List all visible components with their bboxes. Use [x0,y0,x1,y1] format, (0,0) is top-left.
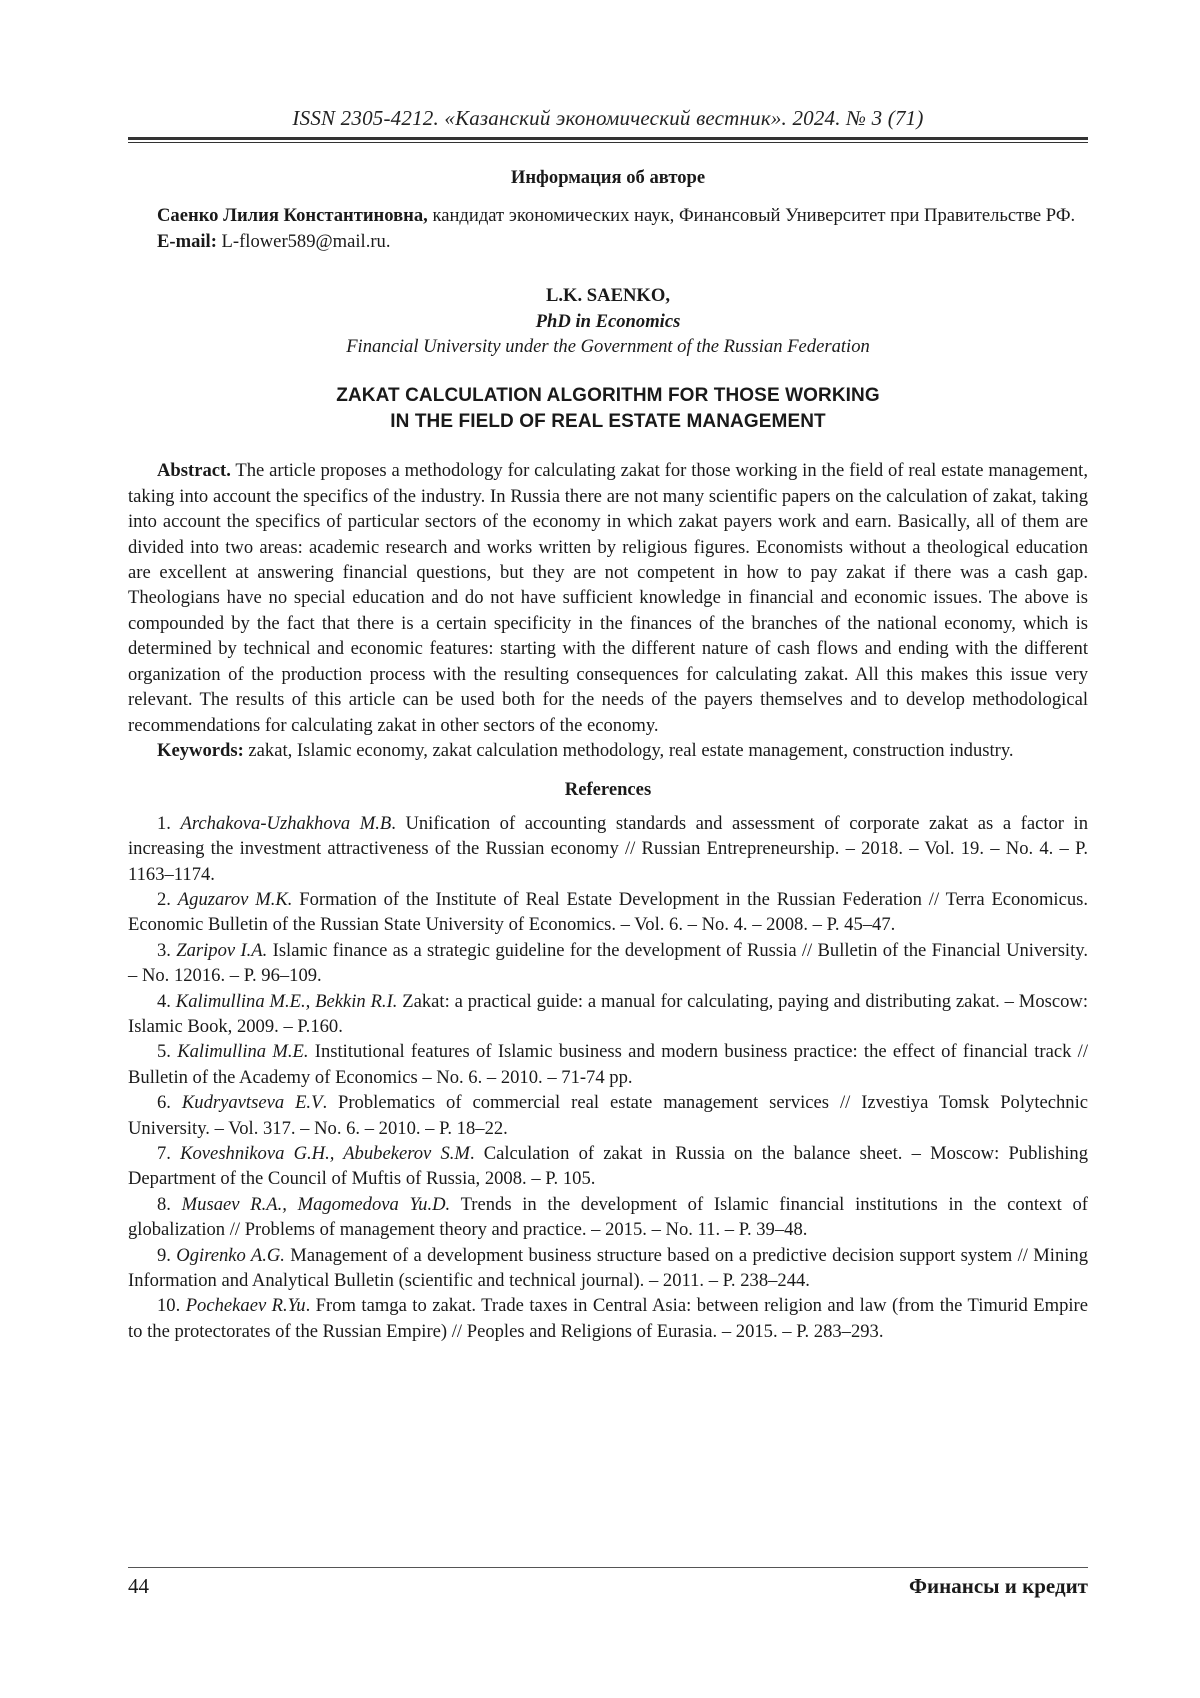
footer-rule [128,1567,1088,1568]
author-name-en: L.K. SAENKO, [546,285,670,307]
reference-text: . From tamga to zakat. Trade taxes in Central Asia: between religion and law (from the Timurid Empire to the protectorates of the Russian Empire) // Peoples and Religions of Eurasia. – 2015. – P. 283–293. [128,1295,1088,1342]
journal-section-name: Финансы и кредит [908,1574,1088,1598]
reference-text: Formation of the Institute of Real Estate Development in the Russian Federation // Terra Economicus. Economic Bulletin of the Russian State University of Economics. – Vol. 6. – No. 4. – 2008. – P. 45–47. [128,888,1089,936]
author-details-ru: кандидат экономических наук, Финансовый Университет при Правительстве РФ. [427,205,1076,227]
reference-authors: Musaev R.A., Magomedova Yu.D. [181,1193,451,1215]
reference-item [128,811,1088,887]
reference-item [128,1243,1088,1294]
reference-authors: Ogirenko A.G. [176,1244,285,1266]
reference-text: Trends in the development of Islamic financial institutions in the context of globalization // Problems of management theory and practice. – 2015. – No. 11. – P. 39–48. [128,1193,1089,1241]
author-degree-en: PhD in Economics [535,310,681,332]
reference-item [128,887,1088,938]
reference-number: 8. [157,1193,182,1215]
author-affiliation-en: Financial University under the Government of the Russian Federation [346,336,870,358]
header-rule-thin [128,142,1088,143]
reference-authors: Aguzarov M.K. [177,888,293,910]
reference-number: 1. [157,812,181,834]
author-info-heading: Информация об авторе [510,167,706,188]
reference-authors: Koveshnikova G.H., Abubekerov S.M [180,1143,470,1164]
reference-authors: Archakova-Uzhakhova M.B [180,812,392,834]
reference-number: 4. [157,990,176,1012]
abstract-label: Abstract. [157,460,231,482]
reference-item [128,1192,1088,1243]
article-title [128,383,1088,435]
references-heading: References [564,779,652,801]
reference-text: . Unification of accounting standards and assessment of corporate zakat as a factor in increasing the investment attractiveness of the Russian economy // Russian Entrepreneurship. – 2018. – Vol. 19. – No. 4. – P. 1163–1174. [128,812,1088,885]
author-info-section [128,165,1088,254]
reference-number: 5. [157,1041,178,1063]
reference-item [128,1293,1088,1344]
reference-number: 6. [157,1092,182,1114]
reference-number: 3. [157,939,177,961]
author-name-ru: Саенко Лилия Константиновна, [157,205,428,227]
reference-item [128,938,1088,989]
author-en-block [128,283,1088,359]
page-number: 44 [128,1574,149,1598]
reference-text: Zakat: a practical guide: a manual for calculating, paying and distributing zakat. – Moscow: Islamic Book, 2009. – P.160. [128,990,1088,1037]
abstract-text: The article proposes a methodology for calculating zakat for those working in the field of real estate management, taking into account the specifics of the industry. In Russia there are not many scientific papers on the calculation of zakat, taking into account the specifics of particular sectors of the economy in which zakat payers work and earn. Basically, all of them are divided into two areas: academic research and works written by religious figures. Economists without a theological education are excellent at answering financial questions, but they are not competent in how to pay zakat if there was a cash gap. Theologians have no special education and do not have sufficient knowledge in financial and economic issues. The above is compounded by the fact that there is a certain specificity in the finances of the branches of the national economy, which is determined by technical and economic features: starting with the different nature of cash flows and ending with the different organization of the production process with the resulting consequences for calculating zakat. All this makes this issue very relevant. The results of this article can be used both for the needs of the payers themselves and to develop methodological recommendations for calculating zakat in other sectors of the economy. [128,460,1088,736]
reference-text: . Problematics of commercial real estate management services // Izvestiya Tomsk Polytechnic University. – Vol. 317. – No. 6. – 2010. – P. 18–22. [128,1092,1089,1139]
author-info-paragraph [128,203,1088,228]
reference-number: 2. [157,888,178,910]
references-section [128,777,1088,1344]
reference-authors: Kudryavtseva E.V [181,1092,323,1114]
reference-item [128,1090,1088,1141]
article-title-line-1: ZAKAT CALCULATION ALGORITHM FOR THOSE WORKING [336,385,880,407]
keywords-label: Keywords: [157,739,244,761]
reference-item [128,989,1088,1040]
reference-text: Management of a development business structure based on a predictive decision support system // Mining Information and Analytical Bulletin (scientific and technical journal). – 2011. – P. 238–244. [128,1244,1089,1292]
reference-number: 7. [157,1143,181,1164]
reference-item [128,1141,1088,1192]
reference-authors: Pochekaev R.Yu [185,1295,306,1317]
keywords-paragraph [128,738,1088,763]
author-email-line [128,229,1088,254]
references-list [128,811,1088,1345]
reference-authors: Kalimullina M.E. [177,1041,309,1063]
email-label: E-mail: [157,230,217,252]
reference-number: 9. [157,1244,177,1266]
reference-authors: Zaripov I.A. [176,939,268,961]
author-email-link[interactable]: L-flower589@mail.ru. [216,230,391,252]
reference-number: 10. [157,1295,186,1317]
reference-authors: Kalimullina M.E., Bekkin R.I. [175,990,398,1012]
abstract-paragraph [128,458,1088,737]
reference-item [128,1039,1088,1090]
keywords-text: zakat, Islamic economy, zakat calculation methodology, real estate management, construction industry. [243,739,1014,761]
running-header: ISSN 2305-4212. «Казанский экономический вестник». 2024. № 3 (71) [292,106,924,130]
reference-text: . Calculation of zakat in Russia on the balance sheet. – Moscow: Publishing Department of the Council of Muftis of Russia, 2008. – P. 105. [128,1143,1088,1190]
reference-text: Institutional features of Islamic business and modern business practice: the effect of financial track // Bulletin of the Academy of Economics – No. 6. – 2010. – 71-74 pp. [128,1041,1089,1088]
article-title-line-2: IN THE FIELD OF REAL ESTATE MANAGEMENT [390,411,826,433]
reference-text: Islamic finance as a strategic guideline for the development of Russia // Bulletin of the Financial University. – No. 12016. – P. 96–109. [128,939,1089,987]
page-content [128,165,1088,1344]
header-rule-thick [128,137,1088,140]
